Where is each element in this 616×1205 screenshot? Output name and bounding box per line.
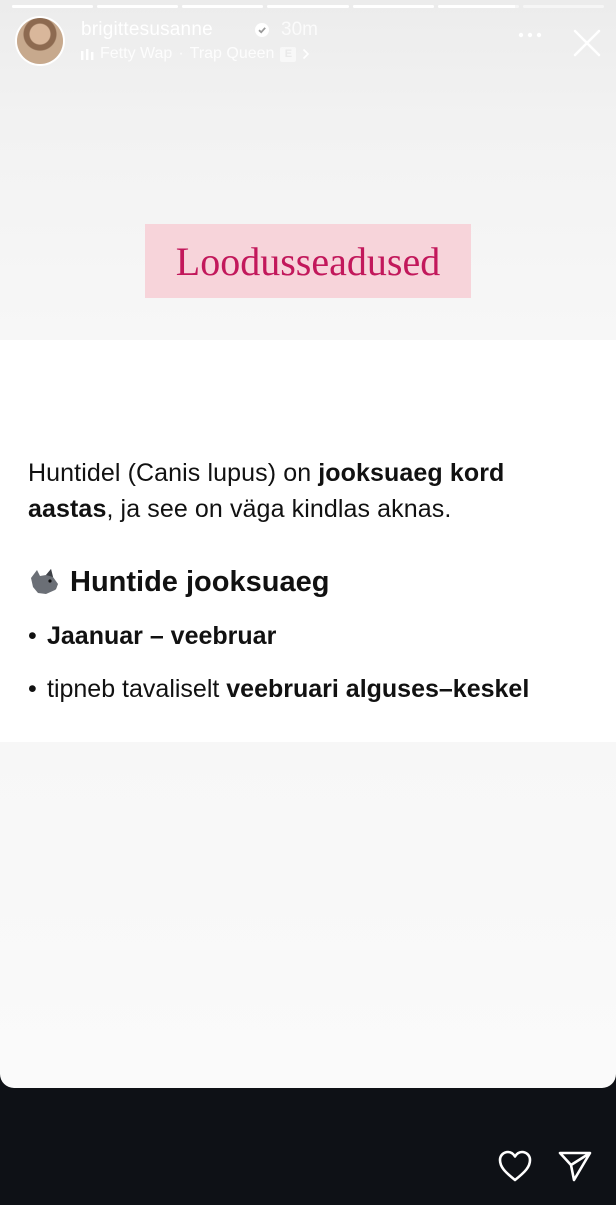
music-separator: ·	[178, 45, 184, 62]
list-item-text: tipneb tavaliselt	[47, 675, 227, 703]
chevron-right-icon	[302, 48, 310, 60]
paragraph-bold-text: jooksuaeg kord aastas	[28, 459, 505, 523]
list-item: • tipneb tavaliselt veebruari alguses–keskel	[28, 675, 530, 703]
paragraph-text: , ja see on väga kindlas aknas.	[106, 495, 452, 523]
wolf-icon	[28, 566, 60, 598]
progress-segment	[267, 5, 348, 8]
heart-icon[interactable]	[497, 1149, 533, 1183]
progress-segment	[182, 5, 263, 8]
page-title: Loodusseadused	[175, 238, 441, 284]
progress-segment-current	[438, 5, 519, 8]
list-item-bold-text: Jaanuar – veebruar	[47, 622, 277, 650]
music-attribution[interactable]	[81, 45, 310, 63]
explicit-badge: E	[280, 47, 296, 62]
section-heading	[28, 562, 329, 602]
paragraph-text: Huntidel (Canis lupus) on	[28, 459, 319, 487]
music-artist: Fetty Wap	[100, 45, 173, 62]
section-heading-text: Huntide jooksuaeg	[70, 565, 330, 598]
audio-bars-icon	[81, 49, 94, 60]
close-icon[interactable]	[572, 28, 602, 58]
avatar[interactable]	[17, 18, 63, 64]
list-item-bold-text: veebruari alguses–keskel	[226, 675, 530, 703]
title-banner	[145, 224, 471, 298]
send-icon[interactable]	[557, 1149, 593, 1183]
story-progress-bars	[12, 5, 604, 8]
progress-segment	[523, 5, 604, 8]
progress-segment	[353, 5, 434, 8]
progress-segment	[12, 5, 93, 8]
verified-badge-icon	[255, 23, 269, 37]
list-item: • Jaanuar – veebruar	[28, 622, 277, 650]
music-song: Trap Queen	[189, 45, 275, 62]
more-horizontal-icon[interactable]	[518, 31, 542, 39]
intro-paragraph	[28, 455, 588, 527]
story-time: 30m	[281, 19, 318, 40]
username[interactable]: brigittesusanne	[81, 19, 213, 40]
story-header	[17, 18, 599, 68]
progress-segment	[97, 5, 178, 8]
